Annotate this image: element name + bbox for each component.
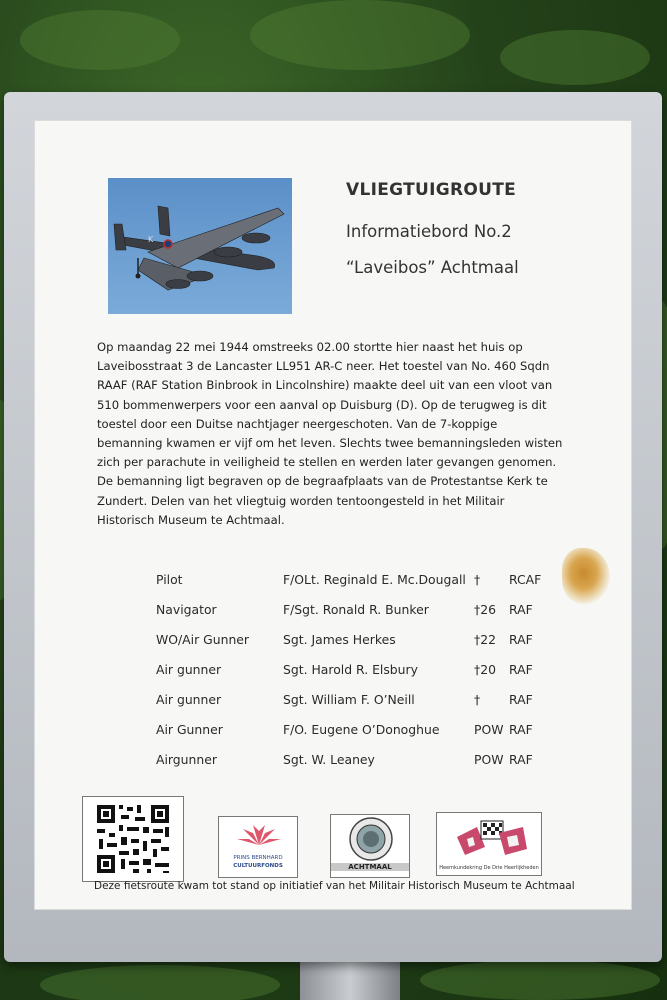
- intro-line: Zundert. Delen van het vliegtuig worden tentoongesteld in het Militair: [97, 493, 505, 508]
- intro-text: [97, 338, 617, 530]
- crew-role: WO/Air Gunner: [156, 632, 250, 647]
- crew-force: RAF: [509, 752, 533, 767]
- achtmaal-museum-seal-icon: [330, 814, 410, 878]
- sign-title: VLIEGTUIGROUTE: [346, 180, 517, 200]
- crew-force: RAF: [509, 692, 533, 707]
- crew-role: Air Gunner: [156, 722, 223, 737]
- heemkunde-shield-icon: [436, 812, 542, 876]
- svg-text:K: K: [148, 235, 154, 244]
- crew-force: RAF: [509, 662, 533, 677]
- crew-force: RAF: [509, 602, 533, 617]
- intro-line: zich per parachute in veiligheid te stellen en werden later gevangen genomen.: [97, 455, 557, 470]
- prins-bernhard-logo-icon: [218, 816, 298, 878]
- sign-subtitle: Informatiebord No.2: [346, 222, 512, 241]
- crew-role: Airgunner: [156, 752, 217, 767]
- intro-line: RAAF (RAF Station Binbrook in Lincolnshire) maakte deel uit van een vloot van: [97, 378, 553, 393]
- intro-line: Laveibosstraat 3 de Lancaster LL951 AR-C neer. Het toestel van No. 460 Sqdn: [97, 359, 550, 374]
- crew-role: Navigator: [156, 602, 217, 617]
- crew-role: Air gunner: [156, 662, 222, 677]
- intro-line: Historisch Museum te Achtmaal.: [97, 512, 285, 527]
- prins-bernhard-line1: PRINS BERNHARD: [233, 855, 283, 861]
- intro-line: 510 bommenwerpers voor een aanval op Duisburg (D). Op de terugweg is dit: [97, 397, 547, 412]
- prins-bernhard-line2: CULTUURFONDS: [233, 863, 283, 869]
- sign-location: “Laveibos” Achtmaal: [346, 258, 519, 277]
- crew-fate: †: [474, 692, 481, 707]
- achtmaal-label: ACHTMAAL: [331, 863, 409, 871]
- intro-line: bemanning kwamen er vijf om het leven. Slechts twee bemanningsleden wisten: [97, 436, 563, 451]
- rust-stain: [562, 548, 610, 604]
- crew-fate: †: [474, 572, 481, 587]
- crew-name: Sgt. W. Leaney: [283, 752, 375, 767]
- crew-fate: †26: [474, 602, 496, 617]
- crew-force: RCAF: [509, 572, 542, 587]
- intro-line: toestel door een Duitse nachtjager neergeschoten. Van de 7-koppige: [97, 416, 498, 431]
- footer-text: Deze fietsroute kwam tot stand op initiatief van het Militair Historisch Museum te Achtmaal: [94, 880, 575, 892]
- lancaster-bomber-photo: [108, 178, 292, 314]
- heemkunde-label: Heemkundekring De Drie Heerlijkheden: [439, 865, 539, 871]
- crew-fate: †22: [474, 632, 496, 647]
- qr-code-icon[interactable]: [82, 796, 184, 882]
- sign-panel: [34, 120, 632, 910]
- crew-role: Pilot: [156, 572, 183, 587]
- crew-force: RAF: [509, 632, 533, 647]
- crew-name: Sgt. James Herkes: [283, 632, 396, 647]
- crew-fate: †20: [474, 662, 496, 677]
- intro-line: Op maandag 22 mei 1944 omstreeks 02.00 stortte hier naast het huis op: [97, 340, 523, 354]
- crew-fate: POW: [474, 752, 504, 767]
- crew-role: Air gunner: [156, 692, 222, 707]
- intro-line: De bemanning ligt begraven op de begraafplaats van de Protestantse Kerk te: [97, 474, 548, 489]
- crew-name: F/Sgt. Ronald R. Bunker: [283, 602, 429, 617]
- crew-name: F/O. Eugene O’Donoghue: [283, 722, 440, 737]
- crew-force: RAF: [509, 722, 533, 737]
- crew-fate: POW: [474, 722, 504, 737]
- sign-frame: [4, 92, 662, 962]
- crew-name: Sgt. William F. O’Neill: [283, 692, 415, 707]
- crew-name: Sgt. Harold R. Elsbury: [283, 662, 418, 677]
- sign-post: [300, 960, 400, 1000]
- crew-name: F/OLt. Reginald E. Mc.Dougall: [283, 572, 466, 587]
